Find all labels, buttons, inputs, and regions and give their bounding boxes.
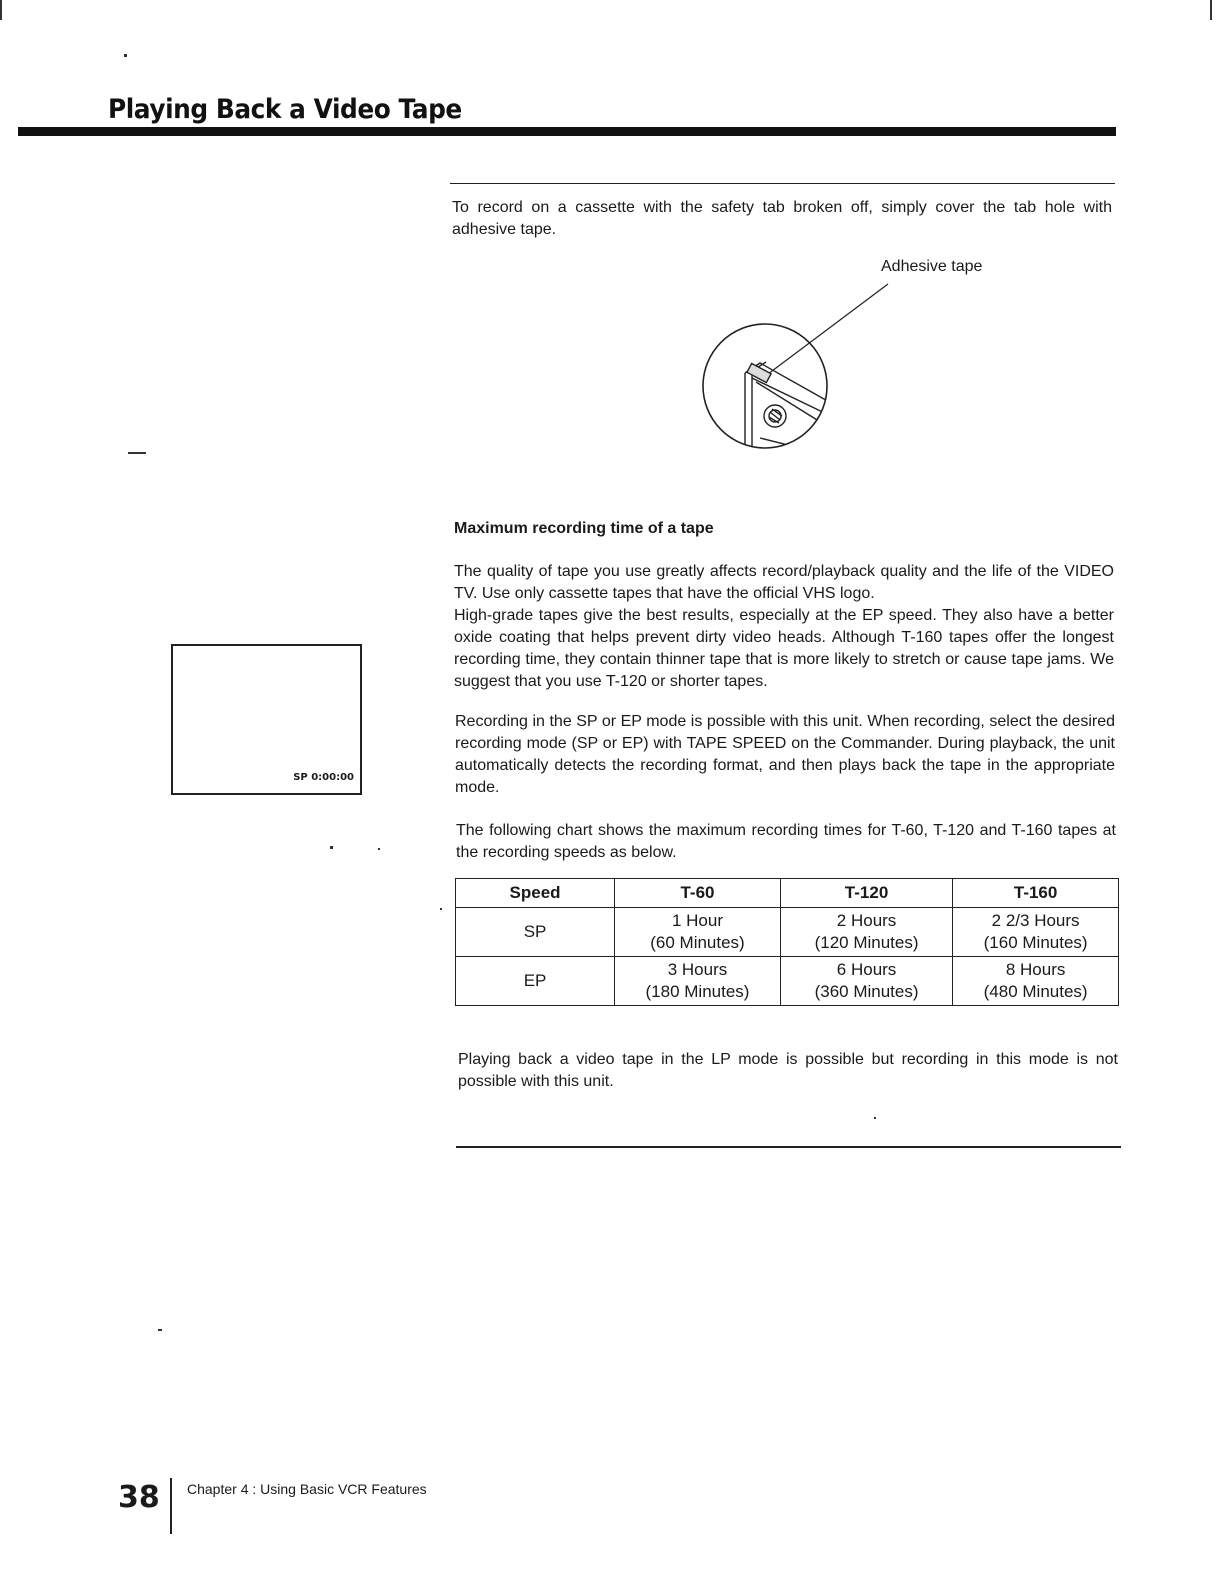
duration-minutes: (160 Minutes) <box>983 933 1088 952</box>
section-rule-bottom <box>456 1146 1121 1148</box>
section-rule-top <box>450 183 1115 184</box>
scan-speck <box>330 846 333 849</box>
scan-edge-mark <box>1210 0 1212 20</box>
scan-speck <box>378 848 380 850</box>
max-recording-heading: Maximum recording time of a tape <box>454 520 714 537</box>
scan-speck <box>124 54 127 57</box>
duration-hours: 1 Hour <box>671 911 723 930</box>
adhesive-tape-callout: Adhesive tape <box>881 258 983 275</box>
table-cell <box>780 908 952 957</box>
speed-cell: EP <box>456 957 615 1006</box>
table-header-cell: Speed <box>456 879 615 908</box>
table-header-cell: T-120 <box>780 879 952 908</box>
chart-intro-text: The following chart shows the maximum recording times for T-60, T-120 and T-160 tapes at the recording speeds as below. <box>456 822 1116 861</box>
scan-edge-mark <box>0 0 2 20</box>
table-cell <box>953 908 1119 957</box>
duration-minutes: (180 Minutes) <box>645 982 750 1001</box>
duration-minutes: (60 Minutes) <box>650 933 745 952</box>
scan-speck <box>874 1117 876 1119</box>
scan-speck <box>158 1329 162 1331</box>
tape-quality-section <box>454 561 1114 693</box>
duration-hours: 2 Hours <box>836 911 897 930</box>
high-grade-tape-text: High-grade tapes give the best results, especially at the EP speed. They also have a better oxide coating that helps prevent dirty video heads. Although T-160 tapes offer the longest recording time, they contain thinner tape that is more likely to stretch or cause tape jams. We suggest that you use T-120 or shorter tapes. <box>454 607 1114 690</box>
duration-hours: 2 2/3 Hours <box>991 911 1080 930</box>
duration-minutes: (120 Minutes) <box>814 933 919 952</box>
tape-quality-text: The quality of tape you use greatly affects record/playback quality and the life of the VIDEO TV. Use only cassette tapes that have the official VHS logo. <box>454 563 1114 602</box>
duration-hours: 6 Hours <box>836 960 897 979</box>
table-cell <box>953 957 1119 1006</box>
scan-speck <box>440 908 442 910</box>
recording-modes-text: Recording in the SP or EP mode is possible with this unit. When recording, select the desired recording mode (SP or EP) with TAPE SPEED on the Commander. During playback, the unit automatically detects the recording format, and then plays back the tape in the appropriate mode. <box>455 713 1115 796</box>
table-cell <box>615 957 781 1006</box>
duration-hours: 3 Hours <box>667 960 728 979</box>
tape-counter-readout: SP 0:00:00 <box>293 772 354 783</box>
page-number: 38 <box>118 1480 160 1515</box>
cassette-adhesive-tape-illustration <box>690 278 890 458</box>
table-header-cell: T-160 <box>953 879 1119 908</box>
safety-tab-text: To record on a cassette with the safety tab broken off, simply cover the tab hole with adhesive tape. <box>452 199 1112 238</box>
duration-minutes: (480 Minutes) <box>983 982 1088 1001</box>
table-cell <box>780 957 952 1006</box>
table-cell <box>615 908 781 957</box>
footer-divider <box>170 1478 172 1534</box>
lp-mode-note: Playing back a video tape in the LP mode is possible but recording in this mode is not possible with this unit. <box>458 1051 1118 1090</box>
scan-speck <box>128 452 146 454</box>
chapter-label: Chapter 4 : Using Basic VCR Features <box>187 1481 427 1497</box>
page-title: Playing Back a Video Tape <box>108 94 462 125</box>
table-header-row <box>456 879 1119 908</box>
table-row <box>456 957 1119 1006</box>
recording-time-table <box>455 878 1119 1006</box>
duration-hours: 8 Hours <box>1005 960 1066 979</box>
duration-minutes: (360 Minutes) <box>814 982 919 1001</box>
speed-cell: SP <box>456 908 615 957</box>
table-row <box>456 908 1119 957</box>
table-header-cell: T-60 <box>615 879 781 908</box>
title-rule <box>18 127 1116 136</box>
tv-screen-display <box>171 644 362 795</box>
